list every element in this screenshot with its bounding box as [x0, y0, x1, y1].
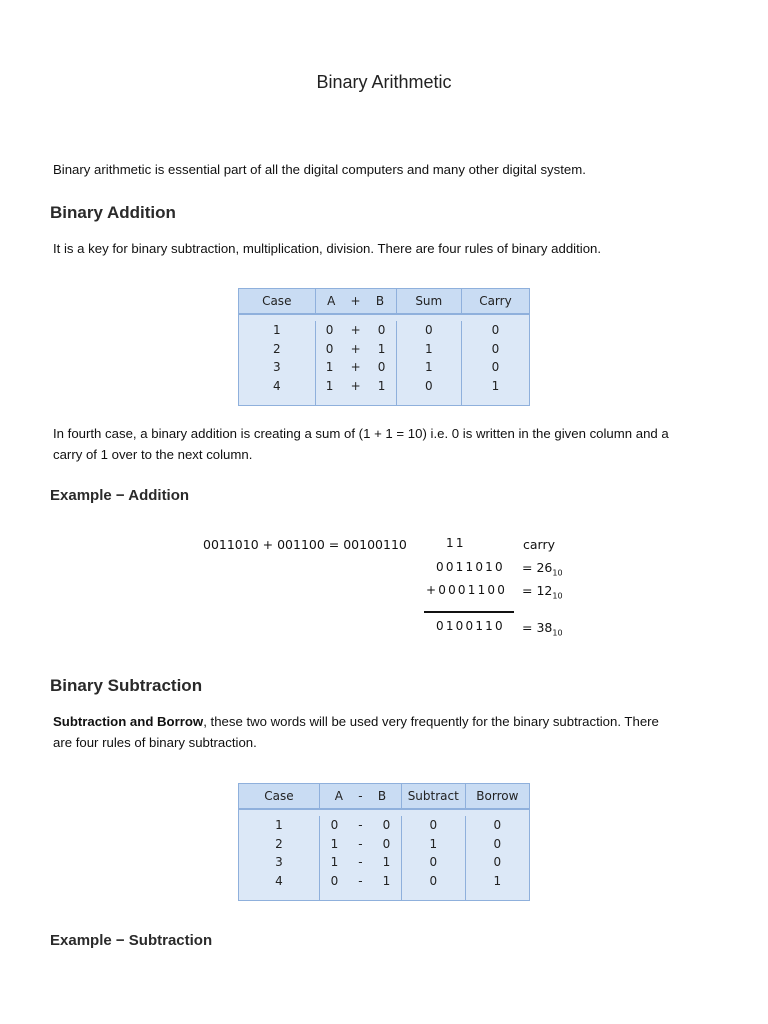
a-op-b-column — [319, 816, 401, 901]
subtract-1: 0 — [429, 818, 438, 832]
example-row2-value: = $12_{10}$ — [522, 583, 563, 601]
a-2: 0 — [325, 341, 334, 356]
example-row2: +0001100 — [426, 583, 508, 597]
header-b: B — [375, 294, 385, 308]
header-case: Case — [239, 784, 320, 810]
header-borrow: Borrow — [465, 784, 529, 810]
header-b: B — [377, 789, 387, 803]
sum-3: 1 — [424, 360, 433, 374]
carry-3: 0 — [491, 360, 500, 374]
subtraction-description-line2: are four rules of binary subtraction. — [53, 735, 257, 750]
addition-note-line1: In fourth case, a binary addition is creating a sum of (1 + 1 = 10) i.e. 0 is written in the given column and a — [53, 426, 669, 441]
header-op: - — [358, 789, 363, 803]
case-1: 1 — [275, 818, 283, 832]
case-1: 1 — [272, 323, 281, 337]
subtraction-description-bold: Subtraction and Borrow — [53, 714, 204, 729]
header-a-plus-b — [315, 289, 396, 315]
case-2: 2 — [275, 836, 283, 851]
sum-1: 0 — [424, 323, 433, 337]
example-result: 0100110 — [436, 619, 505, 633]
intro-text: Binary arithmetic is essential part of all the digital computers and many other digital system. — [53, 162, 586, 177]
subtraction-example-heading: Example − Subtraction — [50, 932, 213, 949]
b-3: 1 — [382, 855, 391, 869]
op-2: - — [358, 836, 363, 851]
subtraction-description-line1 — [53, 711, 659, 732]
op-1: + — [350, 323, 361, 337]
b-1: 0 — [377, 323, 386, 337]
sum-2: 1 — [424, 341, 433, 356]
case-4: 4 — [272, 378, 281, 393]
subtraction-heading: Binary Subtraction — [50, 676, 203, 695]
example-carry-label: carry — [523, 537, 555, 552]
a-3: 1 — [325, 360, 334, 374]
addition-heading: Binary Addition — [50, 203, 176, 222]
subtract-3: 0 — [429, 855, 438, 869]
op-3: - — [358, 855, 363, 869]
b-1: 0 — [382, 818, 391, 832]
borrow-3: 0 — [493, 855, 502, 869]
borrow-1: 0 — [493, 818, 502, 832]
case-column — [239, 321, 316, 406]
example-carry-bits: 11 — [446, 536, 466, 550]
case-4: 4 — [275, 873, 283, 888]
borrow-2: 0 — [493, 836, 502, 851]
table-header-row — [239, 784, 530, 810]
header-subtract: Subtract — [401, 784, 465, 810]
case-2: 2 — [272, 341, 281, 356]
header-case: Case — [239, 289, 316, 315]
table-header-row — [239, 289, 530, 315]
b-4: 1 — [382, 873, 391, 888]
case-3: 3 — [272, 360, 281, 374]
a-2: 1 — [330, 836, 339, 851]
subtract-column — [401, 816, 465, 901]
a-op-b-column — [315, 321, 396, 406]
op-3: + — [350, 360, 361, 374]
sum-column — [396, 321, 461, 406]
subtraction-rules-table — [238, 783, 530, 901]
example-row1: 0011010 — [436, 560, 505, 574]
sum-4: 0 — [424, 378, 433, 393]
a-1: 0 — [330, 818, 339, 832]
subtract-4: 0 — [429, 873, 438, 888]
addition-example-equation: 0011010 + 001100 = 00100110 — [203, 537, 407, 552]
header-op: + — [350, 294, 361, 308]
a-4: 1 — [325, 378, 334, 393]
header-a: A — [327, 294, 336, 308]
carry-4: 1 — [491, 378, 500, 393]
b-3: 0 — [377, 360, 386, 374]
b-2: 1 — [377, 341, 386, 356]
header-a: A — [334, 789, 343, 803]
addition-rules-table — [238, 288, 530, 406]
addition-note-line2: carry of 1 over to the next column. — [53, 447, 253, 462]
subtract-2: 1 — [429, 836, 438, 851]
example-row1-value: = $26_{10}$ — [522, 560, 563, 578]
table-body-row — [239, 321, 530, 406]
borrow-column — [465, 816, 529, 901]
carry-column — [461, 321, 529, 406]
example-result-value: = $38_{10}$ — [522, 620, 563, 638]
a-4: 0 — [330, 873, 339, 888]
a-3: 1 — [330, 855, 339, 869]
table-body-row — [239, 816, 530, 901]
subtraction-description-rest: , these two words will be used very frequently for the binary subtraction. There — [203, 714, 659, 729]
addition-description: It is a key for binary subtraction, multiplication, division. There are four rules of binary addition. — [53, 241, 602, 256]
header-a-minus-b — [319, 784, 401, 810]
header-sum: Sum — [396, 289, 461, 315]
sum-rule-line — [424, 611, 514, 613]
op-4: + — [350, 378, 361, 393]
b-2: 0 — [382, 836, 391, 851]
case-column — [239, 816, 320, 901]
op-4: - — [358, 873, 363, 888]
page-title: Binary Arithmetic — [316, 72, 452, 92]
carry-2: 0 — [491, 341, 500, 356]
a-1: 0 — [325, 323, 334, 337]
case-3: 3 — [275, 855, 283, 869]
b-4: 1 — [377, 378, 386, 393]
op-1: - — [358, 818, 363, 832]
carry-1: 0 — [491, 323, 500, 337]
header-carry: Carry — [461, 289, 529, 315]
op-2: + — [350, 341, 361, 356]
addition-example-heading: Example − Addition — [50, 487, 190, 504]
borrow-4: 1 — [493, 873, 502, 888]
